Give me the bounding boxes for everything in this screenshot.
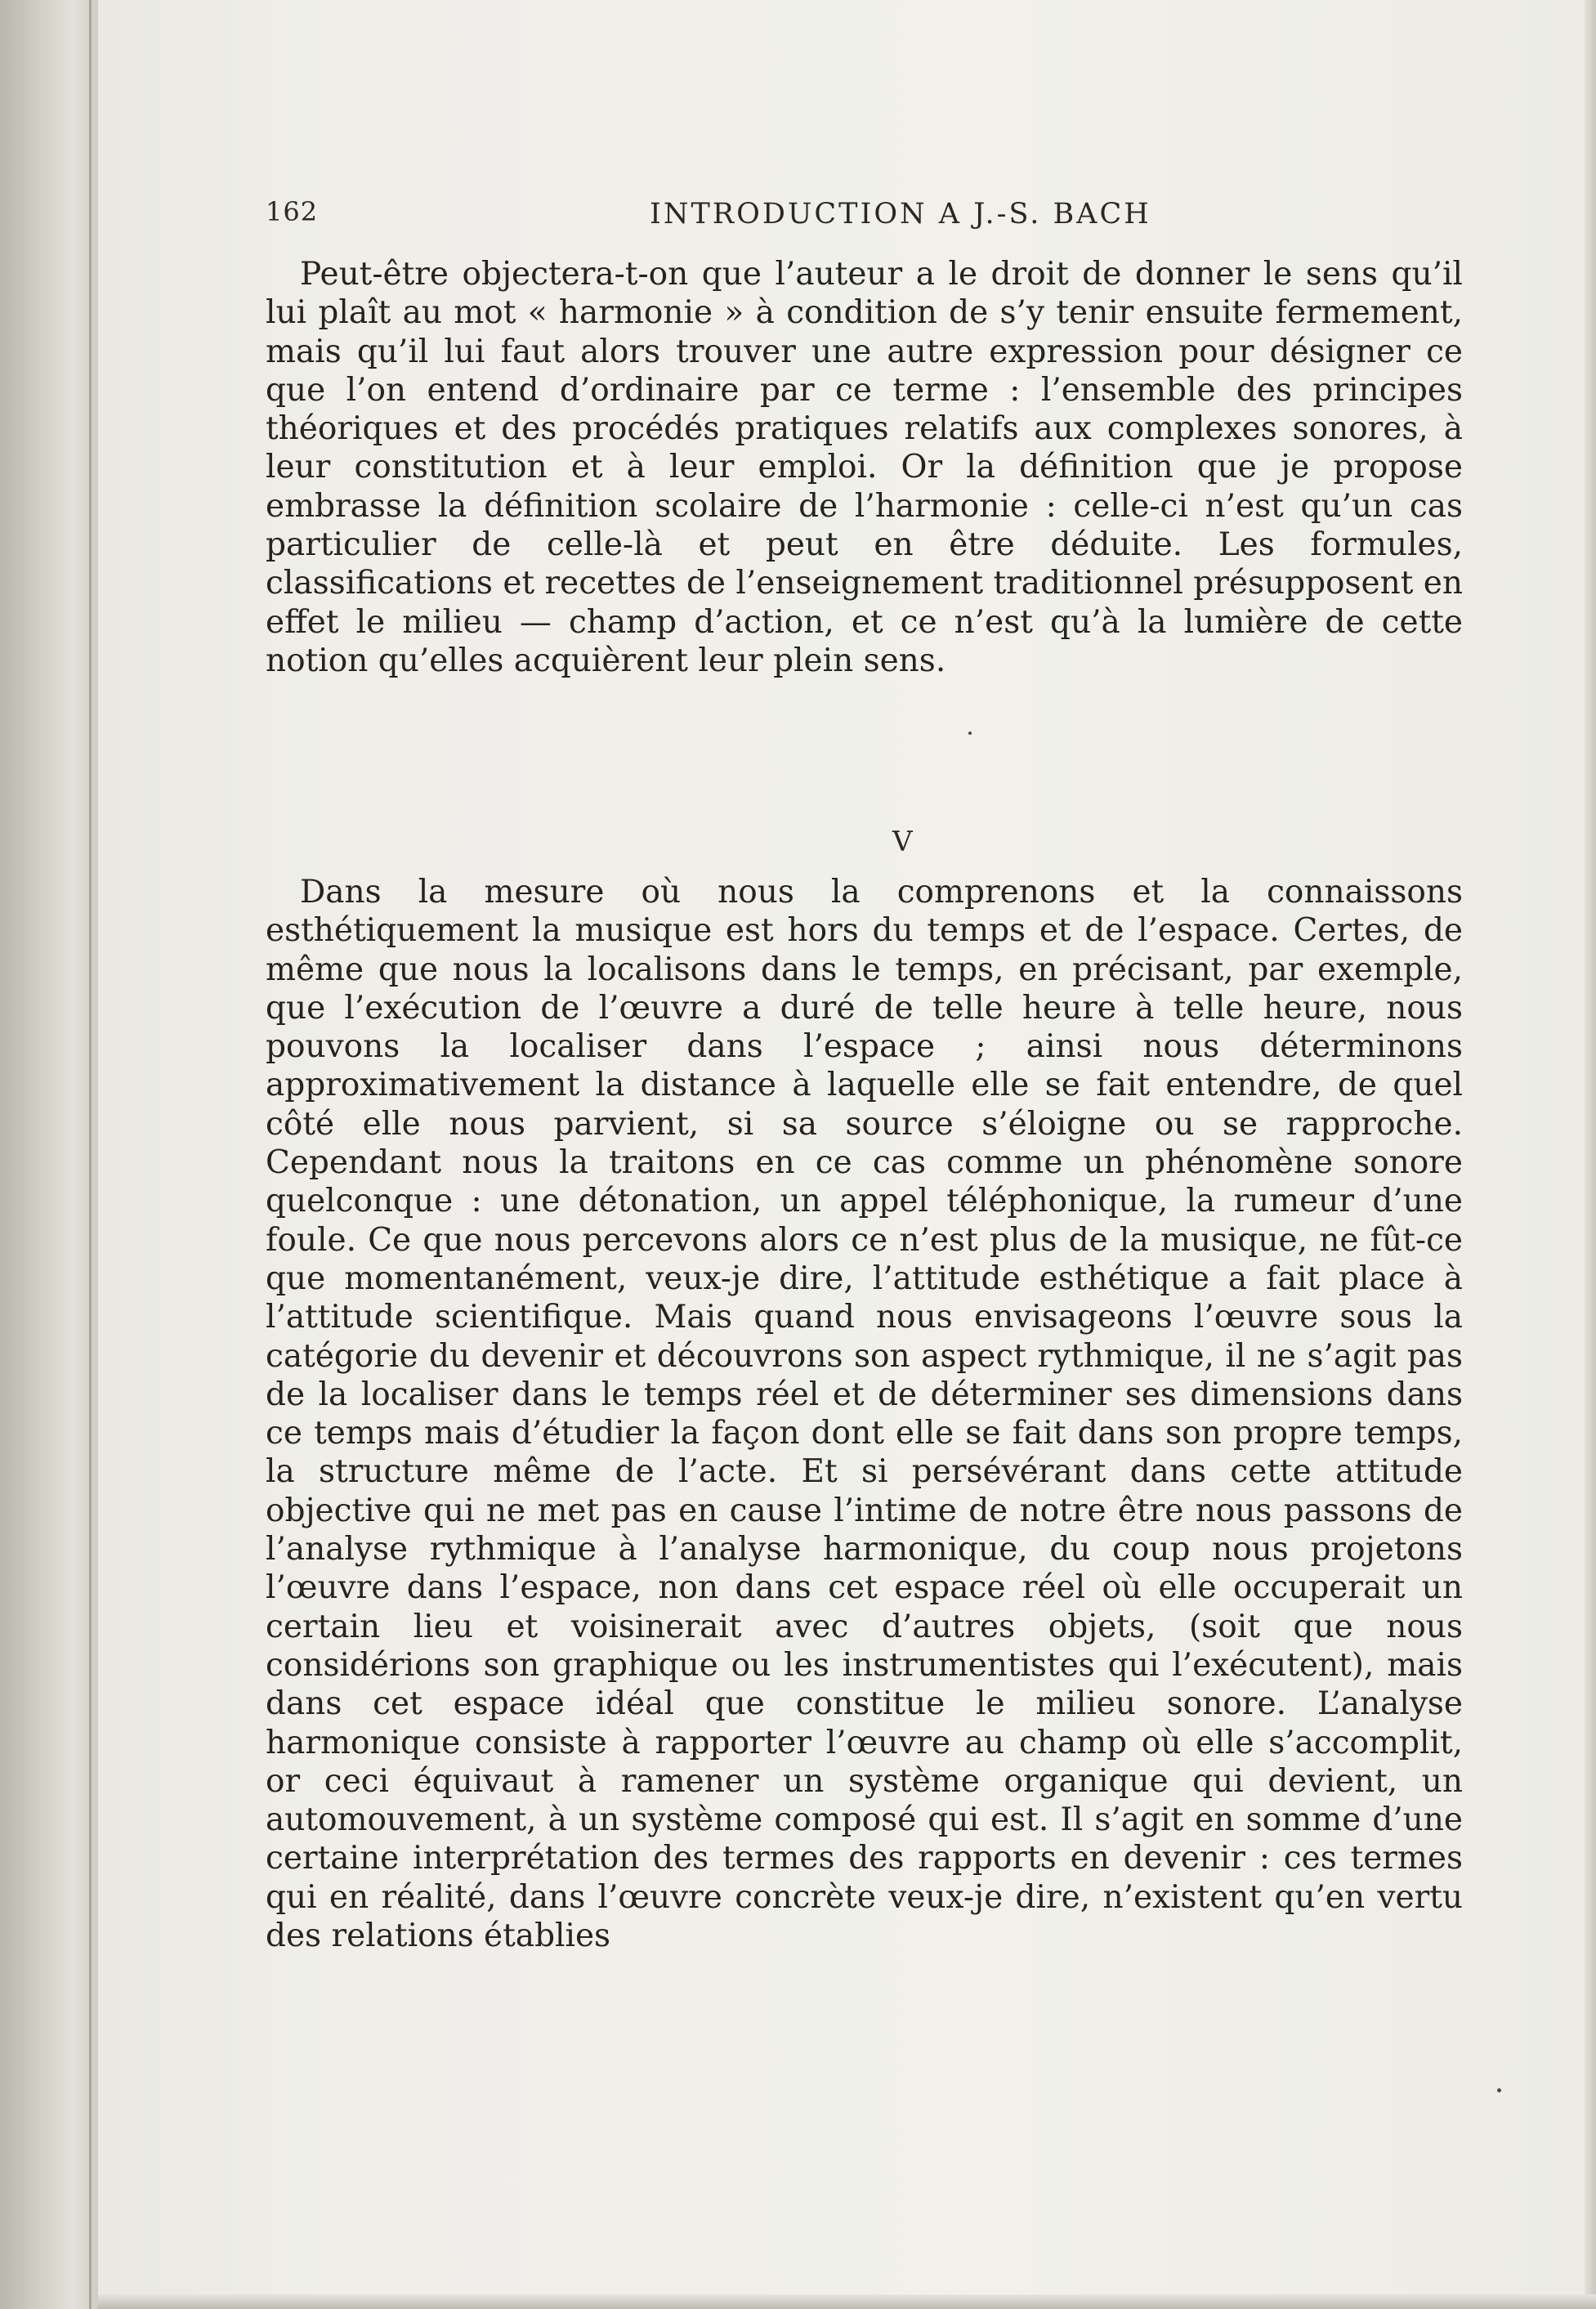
paragraph: Peut-être objectera-t-on que l’auteur a le droit de donner le sens qu’il lui plaît au mot « harmonie » à condition de s’y tenir ensuite fermement, mais qu’il lui faut alors trouver une autre expression pour désigner ce que l’on entend d’ordinaire par ce terme : l’ensemble des principes théoriques et des procédés pratiques relatifs aux complexes sonores, à leur constitution et à leur emploi. Or la définition que je propose embrasse la définition scolaire de l’harmonie : celle-ci n’est qu’un cas particulier de celle-là et peut en être déduite. Les formules, classifications et recettes de l’enseignement traditionnel présupposent en effet le milieu — champ d’action, et ce n’est qu’à la lumière de cette notion qu’elles acquièrent leur plein sens. [266,256,1463,679]
page-edge-right [1585,0,1596,2309]
paper-speck [1497,2088,1501,2092]
book-title: INTRODUCTION A J.-S. BACH [650,198,1151,230]
paper-speck [968,732,972,735]
paragraph: Dans la mesure où nous la comprenons et la connaissons esthétiquement la musique est hors du temps et de l’espace. Certes, de même que nous la localisons dans le temps, en précisant, par exemple, que l’exécution de l’œuvre a duré de telle heure à telle heure, nous pouvons la localiser dans l’espace ; ainsi nous déterminons approximativement la distance à laquelle elle se fait entendre, de quel côté elle nous parvient, si sa source s’éloigne ou se rapproche. Cependant nous la traitons en ce cas comme un phénomène sonore quelconque : une détonation, un appel téléphonique, la rumeur d’une foule. Ce que nous percevons alors ce n’est plus de la musique, ne fût-ce que momentanément, veux-je dire, l’attitude esthétique a fait place à l’attitude scientifique. Mais quand nous envisageons l’œuvre sous la catégorie du devenir et découvrons son aspect rythmique, il ne s’agit pas de la localiser dans le temps réel et de déterminer ses dimensions dans ce temps mais d’étudier la façon dont elle se fait dans son propre temps, la structure même de l’acte. Et si persévérant dans cette attitude objective qui ne met pas en cause l’intime de notre être nous passons de l’analyse rythmique à l’analyse harmonique, du coup nous projetons l’œuvre dans l’espace, non dans cet espace réel où elle occuperait un certain lieu et voisinerait avec d’autres objets, (soit que nous considérions son graphique ou les instrumentistes qui l’exécutent), mais dans cet espace idéal que constitue le milieu sonore. L’analyse harmonique consiste à rapporter l’œuvre au champ où elle s’accomplit, or ceci équivaut à ramener un système organique qui devient, un automouvement, à un système composé qui est. Il s’agit en somme d’une certaine interprétation des termes des rapports en devenir : ces termes qui en réalité, dans l’œuvre concrète veux-je dire, n’existent qu’en vertu des relations établies [266,874,1463,1955]
running-head [266,196,1451,245]
book-gutter [0,0,98,2309]
page-edge-bottom [98,2294,1596,2309]
text-block-top [266,255,1463,680]
page-number: 162 [266,196,319,227]
section-number: V [892,826,914,858]
text-block-main [266,873,1463,1955]
